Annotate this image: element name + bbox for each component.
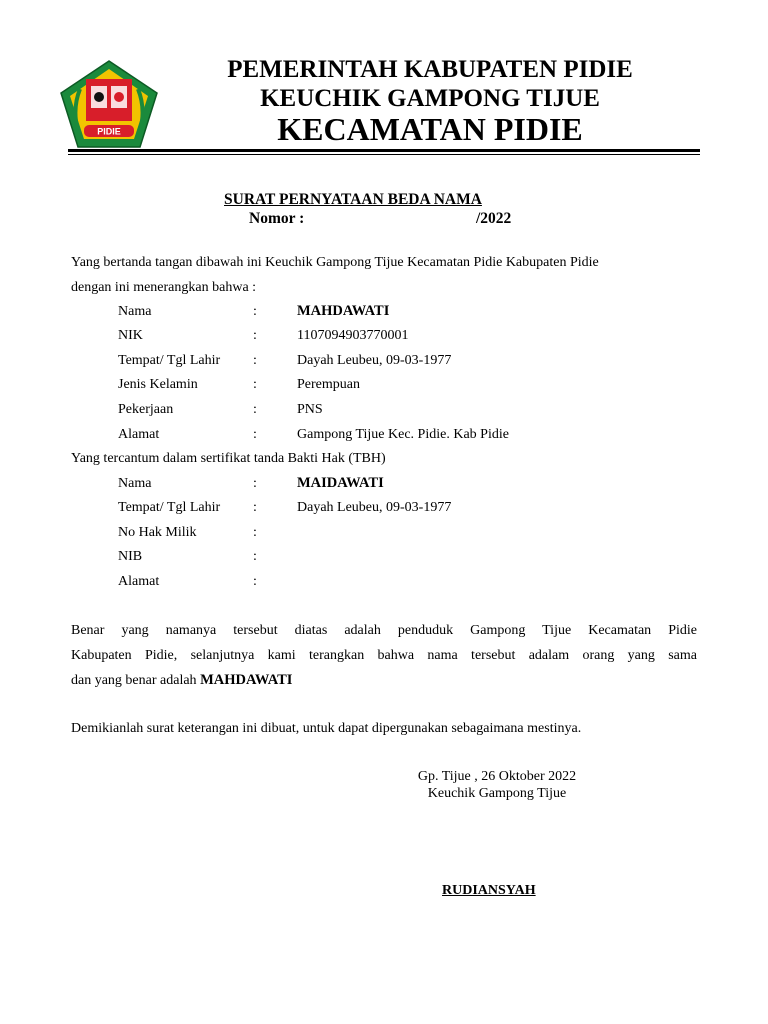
closing-sentence: Demikianlah surat keterangan ini dibuat, untuk dapat dipergunakan sebagaimana mestinya. [71, 721, 582, 736]
statement-correct-name: MAHDAWATI [200, 672, 293, 688]
letterhead-line-1: PEMERINTAH KABUPATEN PIDIE [227, 56, 633, 83]
colon: : [253, 476, 257, 491]
person-birth-value: Dayah Leubeu, 09-03-1977 [297, 353, 452, 368]
colon: : [253, 304, 257, 319]
intro-line-2: dengan ini menerangkan bahwa : [71, 280, 257, 295]
person-address-value: Gampong Tijue Kec. Pidie. Kab Pidie [297, 427, 509, 442]
letterhead-line-3: KECAMATAN PIDIE [277, 111, 583, 147]
certificate-name-value: MAIDAWATI [297, 475, 384, 491]
colon: : [253, 328, 257, 343]
colon: : [253, 427, 257, 442]
statement-line-3-text: dan yang benar adalah [71, 673, 197, 688]
signer-name: RUDIANSYAH [442, 883, 536, 898]
certificate-birth-label: Tempat/ Tgl Lahir [118, 500, 221, 515]
document-number-label: Nomor : [249, 210, 305, 227]
person-job-label: Pekerjaan [118, 402, 174, 417]
colon: : [253, 402, 257, 417]
person-gender-label: Jenis Kelamin [118, 377, 198, 392]
colon: : [253, 574, 257, 589]
person-gender-value: Perempuan [297, 377, 360, 392]
colon: : [253, 500, 257, 515]
letterhead-rule-thick [68, 149, 700, 152]
letterhead-line-2: KEUCHIK GAMPONG TIJUE [260, 85, 600, 112]
person-name-value: MAHDAWATI [297, 303, 390, 319]
signer-title: Keuchik Gampong Tijue [427, 786, 567, 801]
statement-line-1: Benar yang namanya tersebut diatas adalah penduduk Gampong Tijue Kecamatan Pidie [71, 623, 697, 638]
person-name-label: Nama [118, 304, 152, 319]
person-job-value: PNS [297, 402, 323, 417]
certificate-name-label: Nama [118, 476, 152, 491]
document-number-value: /2022 [476, 210, 512, 227]
person-nik-value: 1107094903770001 [297, 328, 409, 343]
colon: : [253, 525, 257, 540]
colon: : [253, 549, 257, 564]
colon: : [253, 353, 257, 368]
intro-line-1: Yang bertanda tangan dibawah ini Keuchik Gampong Tijue Kecamatan Pidie Kabupaten Pidie [71, 255, 599, 270]
person-birth-label: Tempat/ Tgl Lahir [118, 353, 221, 368]
certificate-address-label: Alamat [118, 574, 160, 589]
certificate-birth-value: Dayah Leubeu, 09-03-1977 [297, 500, 452, 515]
place-date: Gp. Tijue , 26 Oktober 2022 [417, 769, 577, 784]
person-nik-label: NIK [118, 328, 143, 343]
certificate-rights-label: No Hak Milik [118, 525, 197, 540]
letterhead-rule-thin [68, 154, 700, 155]
certificate-nib-label: NIB [118, 549, 143, 564]
emblem-label: PIDIE [97, 126, 121, 137]
statement-line-2: Kabupaten Pidie, selanjutnya kami terangkan bahwa nama tersebut adalam orang yang sama [71, 648, 697, 663]
statement-line-3 [71, 672, 292, 689]
person-address-label: Alamat [118, 427, 160, 442]
colon: : [253, 377, 257, 392]
certificate-intro: Yang tercantum dalam sertifikat tanda Bakti Hak (TBH) [71, 451, 386, 466]
document-title: SURAT PERNYATAAN BEDA NAMA [224, 191, 482, 208]
